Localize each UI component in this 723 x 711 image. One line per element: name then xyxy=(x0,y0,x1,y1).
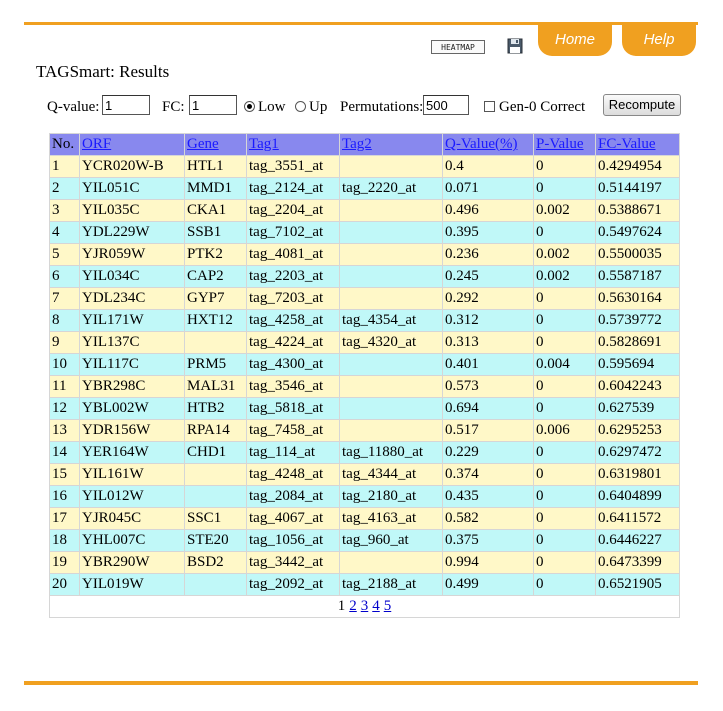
cell-no: 16 xyxy=(50,486,80,508)
cell-qvalue: 0.375 xyxy=(443,530,534,552)
pagination-row xyxy=(50,596,680,618)
cell-tag1: tag_2204_at xyxy=(247,200,340,222)
cell-no: 10 xyxy=(50,354,80,376)
permutations-label: Permutations: xyxy=(340,99,424,115)
results-body xyxy=(50,156,680,596)
cell-fcvalue: 0.6521905 xyxy=(596,574,680,596)
cell-gene: PRM5 xyxy=(185,354,247,376)
cell-no: 1 xyxy=(50,156,80,178)
cell-tag2 xyxy=(340,288,443,310)
cell-tag1: tag_4248_at xyxy=(247,464,340,486)
cell-tag1: tag_2203_at xyxy=(247,266,340,288)
cell-qvalue: 0.313 xyxy=(443,332,534,354)
cell-tag2: tag_4354_at xyxy=(340,310,443,332)
cell-qvalue: 0.582 xyxy=(443,508,534,530)
recompute-button[interactable]: Recompute xyxy=(603,94,681,116)
cell-no: 12 xyxy=(50,398,80,420)
cell-orf: YIL034C xyxy=(80,266,185,288)
cell-no: 4 xyxy=(50,222,80,244)
cell-orf: YDL234C xyxy=(80,288,185,310)
cell-pvalue: 0 xyxy=(534,486,596,508)
cell-gene: CHD1 xyxy=(185,442,247,464)
table-row xyxy=(50,332,680,354)
cell-fcvalue: 0.6319801 xyxy=(596,464,680,486)
cell-no: 11 xyxy=(50,376,80,398)
sort-orf-link[interactable]: ORF xyxy=(82,136,112,152)
cell-qvalue: 0.374 xyxy=(443,464,534,486)
cell-orf: YIL035C xyxy=(80,200,185,222)
cell-orf: YIL171W xyxy=(80,310,185,332)
table-row xyxy=(50,398,680,420)
cell-gene: HTB2 xyxy=(185,398,247,420)
cell-gene xyxy=(185,574,247,596)
cell-qvalue: 0.229 xyxy=(443,442,534,464)
cell-no: 8 xyxy=(50,310,80,332)
page-link-2[interactable]: 2 xyxy=(349,598,357,614)
cell-fcvalue: 0.6473399 xyxy=(596,552,680,574)
cell-orf: YIL051C xyxy=(80,178,185,200)
cell-tag1: tag_4081_at xyxy=(247,244,340,266)
table-row xyxy=(50,442,680,464)
cell-fcvalue: 0.4294954 xyxy=(596,156,680,178)
cell-gene: STE20 xyxy=(185,530,247,552)
cell-tag2 xyxy=(340,244,443,266)
cell-no: 7 xyxy=(50,288,80,310)
cell-orf: YJR045C xyxy=(80,508,185,530)
cell-no: 19 xyxy=(50,552,80,574)
cell-tag1: tag_7458_at xyxy=(247,420,340,442)
cell-pvalue: 0 xyxy=(534,332,596,354)
pagination xyxy=(50,596,680,618)
cell-tag2 xyxy=(340,354,443,376)
up-radio[interactable] xyxy=(295,101,306,112)
cell-orf: YIL019W xyxy=(80,574,185,596)
cell-fcvalue: 0.6295253 xyxy=(596,420,680,442)
col-header-qvalue[interactable] xyxy=(443,134,534,156)
cell-qvalue: 0.071 xyxy=(443,178,534,200)
cell-pvalue: 0.002 xyxy=(534,266,596,288)
low-label: Low xyxy=(258,99,286,115)
cell-tag2: tag_2188_at xyxy=(340,574,443,596)
cell-tag2: tag_4344_at xyxy=(340,464,443,486)
cell-qvalue: 0.312 xyxy=(443,310,534,332)
cell-orf: YDR156W xyxy=(80,420,185,442)
cell-pvalue: 0 xyxy=(534,156,596,178)
cell-orf: YCR020W-B xyxy=(80,156,185,178)
cell-pvalue: 0.004 xyxy=(534,354,596,376)
cell-qvalue: 0.236 xyxy=(443,244,534,266)
cell-tag2 xyxy=(340,376,443,398)
cell-gene: GYP7 xyxy=(185,288,247,310)
table-row xyxy=(50,288,680,310)
cell-gene xyxy=(185,332,247,354)
cell-orf: YBL002W xyxy=(80,398,185,420)
cell-orf: YHL007C xyxy=(80,530,185,552)
cell-orf: YER164W xyxy=(80,442,185,464)
cell-pvalue: 0 xyxy=(534,552,596,574)
cell-tag2: tag_960_at xyxy=(340,530,443,552)
cell-orf: YIL137C xyxy=(80,332,185,354)
cell-gene: HTL1 xyxy=(185,156,247,178)
cell-tag1: tag_2084_at xyxy=(247,486,340,508)
cell-orf: YDL229W xyxy=(80,222,185,244)
col-header-orf[interactable] xyxy=(80,134,185,156)
cell-no: 5 xyxy=(50,244,80,266)
cell-pvalue: 0 xyxy=(534,530,596,552)
sort-tag1-link[interactable]: Tag1 xyxy=(249,136,279,152)
table-row xyxy=(50,156,680,178)
cell-pvalue: 0 xyxy=(534,178,596,200)
cell-fcvalue: 0.5497624 xyxy=(596,222,680,244)
cell-qvalue: 0.292 xyxy=(443,288,534,310)
cell-no: 20 xyxy=(50,574,80,596)
table-row xyxy=(50,178,680,200)
permutations-input[interactable] xyxy=(423,95,469,115)
nav-home-tab[interactable]: Home xyxy=(538,22,612,56)
cell-orf: YIL117C xyxy=(80,354,185,376)
cell-pvalue: 0 xyxy=(534,376,596,398)
table-row xyxy=(50,574,680,596)
table-row xyxy=(50,376,680,398)
cell-gene: CAP2 xyxy=(185,266,247,288)
cell-tag1: tag_4258_at xyxy=(247,310,340,332)
cell-tag1: tag_2124_at xyxy=(247,178,340,200)
cell-tag2: tag_11880_at xyxy=(340,442,443,464)
cell-qvalue: 0.694 xyxy=(443,398,534,420)
cell-pvalue: 0 xyxy=(534,288,596,310)
col-header-no: No. xyxy=(50,134,80,156)
cell-no: 14 xyxy=(50,442,80,464)
table-row xyxy=(50,310,680,332)
cell-gene: MAL31 xyxy=(185,376,247,398)
col-header-fcvalue[interactable] xyxy=(596,134,680,156)
col-header-gene[interactable] xyxy=(185,134,247,156)
cell-qvalue: 0.517 xyxy=(443,420,534,442)
cell-qvalue: 0.245 xyxy=(443,266,534,288)
cell-tag2: tag_2180_at xyxy=(340,486,443,508)
nav-help-tab[interactable]: Help xyxy=(622,22,696,56)
fc-label: FC: xyxy=(162,99,185,115)
cell-gene: PTK2 xyxy=(185,244,247,266)
cell-tag1: tag_5818_at xyxy=(247,398,340,420)
table-row xyxy=(50,222,680,244)
cell-pvalue: 0 xyxy=(534,310,596,332)
table-row xyxy=(50,244,680,266)
floppy-disk-icon[interactable] xyxy=(507,38,523,54)
cell-tag1: tag_1056_at xyxy=(247,530,340,552)
page-link-5[interactable]: 5 xyxy=(383,598,392,614)
heatmap-button[interactable]: HEATMAP xyxy=(431,40,485,54)
results-table xyxy=(49,133,680,618)
cell-tag2 xyxy=(340,200,443,222)
cell-gene: HXT12 xyxy=(185,310,247,332)
cell-tag2 xyxy=(340,420,443,442)
cell-orf: YIL161W xyxy=(80,464,185,486)
table-row xyxy=(50,464,680,486)
filter-controls xyxy=(47,94,687,120)
cell-tag2 xyxy=(340,552,443,574)
cell-fcvalue: 0.5144197 xyxy=(596,178,680,200)
cell-qvalue: 0.4 xyxy=(443,156,534,178)
fc-input[interactable] xyxy=(189,95,237,115)
cell-orf: YJR059W xyxy=(80,244,185,266)
cell-qvalue: 0.573 xyxy=(443,376,534,398)
bottom-accent-line xyxy=(24,681,698,685)
low-radio[interactable] xyxy=(244,101,255,112)
gen0-label: Gen-0 Correct xyxy=(499,99,586,115)
cell-gene: RPA14 xyxy=(185,420,247,442)
cell-qvalue: 0.395 xyxy=(443,222,534,244)
cell-gene xyxy=(185,464,247,486)
table-row xyxy=(50,486,680,508)
cell-fcvalue: 0.6042243 xyxy=(596,376,680,398)
cell-no: 9 xyxy=(50,332,80,354)
cell-orf: YIL012W xyxy=(80,486,185,508)
sort-gene-link[interactable]: Gene xyxy=(187,136,219,152)
cell-tag1: tag_3551_at xyxy=(247,156,340,178)
cell-fcvalue: 0.6411572 xyxy=(596,508,680,530)
cell-no: 15 xyxy=(50,464,80,486)
cell-tag1: tag_3546_at xyxy=(247,376,340,398)
cell-tag2: tag_4163_at xyxy=(340,508,443,530)
table-row xyxy=(50,354,680,376)
cell-orf: YBR290W xyxy=(80,552,185,574)
col-header-tag2[interactable] xyxy=(340,134,443,156)
cell-qvalue: 0.496 xyxy=(443,200,534,222)
current-page: 1 xyxy=(337,598,346,614)
up-label: Up xyxy=(309,99,328,115)
cell-fcvalue: 0.5500035 xyxy=(596,244,680,266)
cell-fcvalue: 0.5388671 xyxy=(596,200,680,222)
table-header-row xyxy=(50,134,680,156)
cell-fcvalue: 0.5828691 xyxy=(596,332,680,354)
cell-pvalue: 0 xyxy=(534,398,596,420)
cell-gene: BSD2 xyxy=(185,552,247,574)
cell-fcvalue: 0.6297472 xyxy=(596,442,680,464)
qvalue-input[interactable] xyxy=(102,95,150,115)
col-header-tag1[interactable] xyxy=(247,134,340,156)
cell-no: 3 xyxy=(50,200,80,222)
cell-tag2 xyxy=(340,266,443,288)
cell-orf: YBR298C xyxy=(80,376,185,398)
cell-fcvalue: 0.5587187 xyxy=(596,266,680,288)
cell-pvalue: 0.002 xyxy=(534,200,596,222)
table-row xyxy=(50,530,680,552)
cell-pvalue: 0 xyxy=(534,464,596,486)
cell-no: 2 xyxy=(50,178,80,200)
cell-fcvalue: 0.5630164 xyxy=(596,288,680,310)
col-header-pvalue[interactable] xyxy=(534,134,596,156)
cell-qvalue: 0.401 xyxy=(443,354,534,376)
cell-tag1: tag_114_at xyxy=(247,442,340,464)
cell-tag1: tag_4300_at xyxy=(247,354,340,376)
cell-qvalue: 0.435 xyxy=(443,486,534,508)
cell-gene xyxy=(185,486,247,508)
cell-qvalue: 0.499 xyxy=(443,574,534,596)
sort-tag2-link[interactable]: Tag2 xyxy=(342,136,372,152)
sort-pvalue-link[interactable]: P-Value xyxy=(536,136,584,152)
sort-fcvalue-link[interactable]: FC-Value xyxy=(598,136,656,152)
table-row xyxy=(50,266,680,288)
cell-fcvalue: 0.5739772 xyxy=(596,310,680,332)
cell-pvalue: 0 xyxy=(534,442,596,464)
cell-qvalue: 0.994 xyxy=(443,552,534,574)
cell-tag2: tag_4320_at xyxy=(340,332,443,354)
cell-fcvalue: 0.6404899 xyxy=(596,486,680,508)
sort-qvalue-link[interactable]: Q-Value(%) xyxy=(445,136,518,152)
cell-no: 13 xyxy=(50,420,80,442)
cell-pvalue: 0 xyxy=(534,222,596,244)
cell-tag1: tag_3442_at xyxy=(247,552,340,574)
cell-gene: SSB1 xyxy=(185,222,247,244)
page-link-3[interactable]: 3 xyxy=(360,598,369,614)
cell-pvalue: 0.006 xyxy=(534,420,596,442)
cell-tag2 xyxy=(340,156,443,178)
cell-pvalue: 0 xyxy=(534,574,596,596)
cell-tag2: tag_2220_at xyxy=(340,178,443,200)
page-title: TAGSmart: Results xyxy=(36,62,170,81)
cell-tag2 xyxy=(340,398,443,420)
cell-gene: CKA1 xyxy=(185,200,247,222)
cell-no: 18 xyxy=(50,530,80,552)
qvalue-label: Q-value: xyxy=(47,99,100,115)
cell-no: 6 xyxy=(50,266,80,288)
cell-pvalue: 0 xyxy=(534,508,596,530)
table-row xyxy=(50,420,680,442)
cell-tag1: tag_2092_at xyxy=(247,574,340,596)
page-link-4[interactable]: 4 xyxy=(372,598,380,614)
cell-tag1: tag_7102_at xyxy=(247,222,340,244)
cell-fcvalue: 0.6446227 xyxy=(596,530,680,552)
table-row xyxy=(50,200,680,222)
cell-tag1: tag_7203_at xyxy=(247,288,340,310)
table-row xyxy=(50,552,680,574)
cell-tag1: tag_4224_at xyxy=(247,332,340,354)
cell-fcvalue: 0.595694 xyxy=(596,354,680,376)
gen0-checkbox[interactable] xyxy=(484,101,495,112)
cell-pvalue: 0.002 xyxy=(534,244,596,266)
cell-gene: SSC1 xyxy=(185,508,247,530)
cell-tag1: tag_4067_at xyxy=(247,508,340,530)
cell-fcvalue: 0.627539 xyxy=(596,398,680,420)
cell-gene: MMD1 xyxy=(185,178,247,200)
cell-tag2 xyxy=(340,222,443,244)
table-row xyxy=(50,508,680,530)
cell-no: 17 xyxy=(50,508,80,530)
